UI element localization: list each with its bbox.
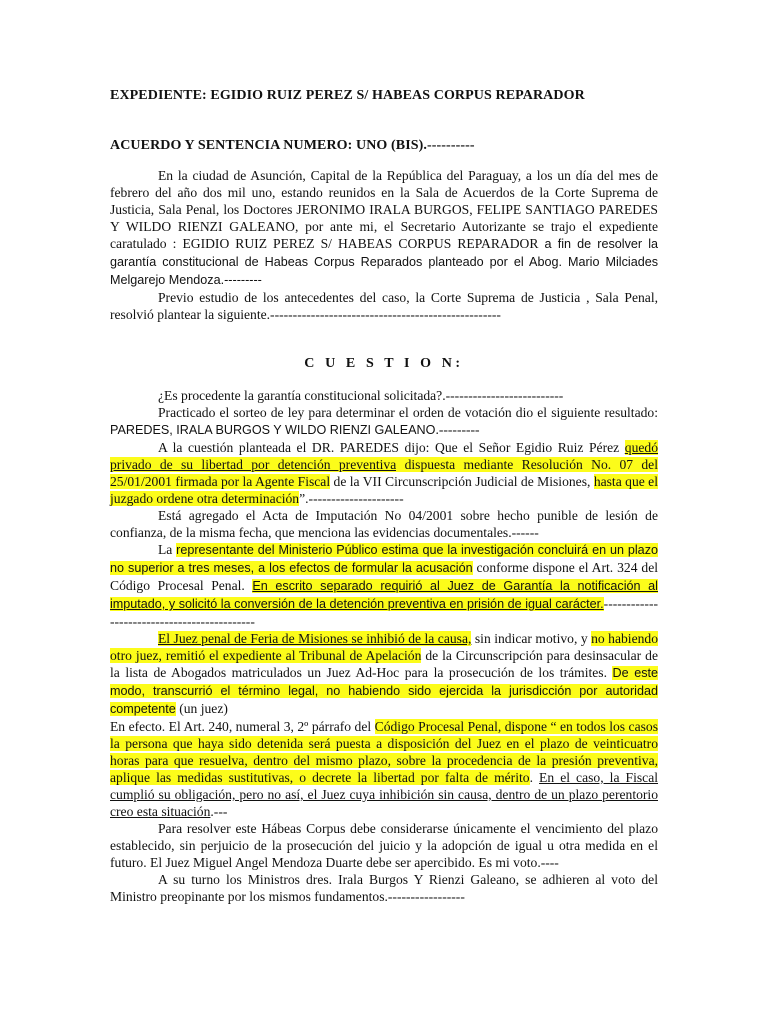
opening-section — [110, 167, 658, 323]
highlight-inhibition: El Juez penal de Feria de Misiones se inhibió de la causa, — [158, 631, 472, 646]
highlight-investigation: representante del Ministerio Público estima que la investigación concluirá en un plazo no superior a tres meses, a los efectos de formular la acusación — [110, 543, 658, 575]
highlight-detention: quedó privado de su libertad por detención preventiva — [110, 440, 658, 472]
opening-text-cont: a fin de resolver la garantía constitucional de Habeas Corpus Reparados planteado por el Abog. Mario Milciades Melgarejo Mendoza.--------- — [110, 237, 659, 287]
highlight-article-quote: Código Procesal Penal, dispone “ en todos los casos la persona que haya sido detenida será puesta a disposición del Juez en el plazo de veinticuatro horas para que resuelva, dentro del mismo plazo, sobre la procedencia de la presión preventiva, aplique las medidas sustitutivas, o decrete la libertad por falta de mérito — [110, 719, 658, 785]
body-section — [110, 387, 658, 905]
draw-result-paragraph — [110, 404, 658, 439]
inhibition-no-motive: sin indicar motivo, y — [471, 631, 592, 646]
inhibition-judge-note: (un juez) — [175, 701, 228, 716]
previous-study-paragraph: Previo estudio de los antecedentes del caso, la Corte Suprema de Justicia , Sala Penal, resolvió plantear la siguiente.--------------------------------------------------- — [110, 290, 658, 322]
public-ministry-paragraph — [110, 541, 658, 630]
judge-inhibition-paragraph — [110, 630, 658, 718]
resolution-vote-paragraph: Para resolver este Hábeas Corpus debe considerarse únicamente el vencimiento del plazo establecido, sin perjuicio de la prosecución del juicio y la adopción de igual u otra medida en el futuro. El Juez Miguel Angel Mendoza Duarte debe ser apercibido. Es mi voto.---- — [110, 821, 658, 870]
highlight-term-elapsed: De este modo, transcurrió el término legal, no habiendo sido ejercida la jurisdicción por autoridad competente — [110, 666, 658, 716]
vote-dashes: ”.--------------------- — [299, 491, 404, 506]
question-paragraph: ¿Es procedente la garantía constitucional solicitada?.-------------------------- — [158, 388, 564, 403]
ministry-article: conforme dispone el Art. 324 del Código Procesal Penal. — [110, 560, 659, 593]
highlight-separate-writ: En escrito separado requirió al Juez de Garantía la notificación al imputado, y solicitó la conversión de la detención preventiva en prisión de igual carácter. — [110, 579, 658, 611]
underline-fiscal-obligation: En el caso, la Fiscal cumplió su obligación, pero no así, el Juez cuya inhibición sin causa, dentro de un plazo perentorio creo esta situación — [110, 770, 659, 819]
draw-dashes: .--------- — [435, 422, 480, 437]
document-title: EXPEDIENTE: EGIDIO RUIZ PEREZ S/ HABEAS CORPUS REPARADOR — [110, 88, 585, 103]
sentence-number: ACUERDO Y SENTENCIA NUMERO: UNO (BIS).---------- — [110, 138, 475, 153]
draw-text: Practicado el sorteo de ley para determinar el orden de votación dio el siguiente resultado: — [158, 405, 658, 420]
opening-text: En la ciudad de Asunción, Capital de la República del Paraguay, a los un día del mes de febrero del año dos mil uno, estando reunidos en la Sala de Acuerdos de la Corte Suprema de Justicia, Sala Penal, los Doctores JERONIMO IRALA BURGOS, FELIPE SANTIAGO PAREDES Y WILDO RIENZI GALEANO, por ante mi, el Secretario Autorizante se trajo el expediente caratulado : EGIDIO RUIZ PEREZ S/ HABEAS CORPUS REPARADOR — [110, 168, 658, 251]
highlight-resolution: dispuesta mediante Resolución No. 07 del 25/01/2001 firmada por la Agente Fiscal — [110, 457, 658, 489]
vote-intro: A la cuestión planteada el DR. PAREDES dijo: Que el Señor Egidio Ruiz Pérez — [158, 440, 625, 455]
ministry-dashes: -------------------------------------------- — [110, 596, 658, 629]
vote-order: PAREDES, IRALA BURGOS Y WILDO RIENZI GALEANO — [110, 423, 436, 437]
article-240-paragraph — [110, 718, 658, 820]
highlight-no-judge: no habiendo otro juez, remitió el expediente al Tribunal de Apelación — [110, 631, 658, 663]
section-title: C U E S T I O N: — [304, 356, 464, 371]
paredes-vote-paragraph — [110, 439, 658, 507]
imputation-paragraph: Está agregado el Acta de Imputación No 04/2001 sobre hecho punible de lesión de confianza, de la misma fecha, que menciona las evidencias documentales.------ — [110, 508, 658, 540]
inhibition-adhoc: de la Circunscripción para desinsacular de la lista de Abogados matriculados un Juez Ad-Hoc para la prosecución de los trámites. — [110, 648, 658, 680]
ministers-adhesion-paragraph: A su turno los Ministros dres. Irala Burgos Y Rienzi Galeano, se adhieren al voto del Ministro preopinante por los mismos fundamentos.----------------- — [110, 872, 658, 904]
opening-paragraph — [110, 167, 658, 289]
article-dashes: .--- — [210, 804, 228, 819]
vote-circunscription: de la VII Circunscripción Judicial de Misiones, — [330, 474, 594, 489]
highlight-determination: hasta que el juzgado ordene otra determinación — [110, 474, 658, 506]
article-period: . — [529, 770, 540, 785]
ministry-intro: La — [158, 542, 177, 557]
article-intro: En efecto. El Art. 240, numeral 3, 2º párrafo del — [110, 719, 375, 734]
